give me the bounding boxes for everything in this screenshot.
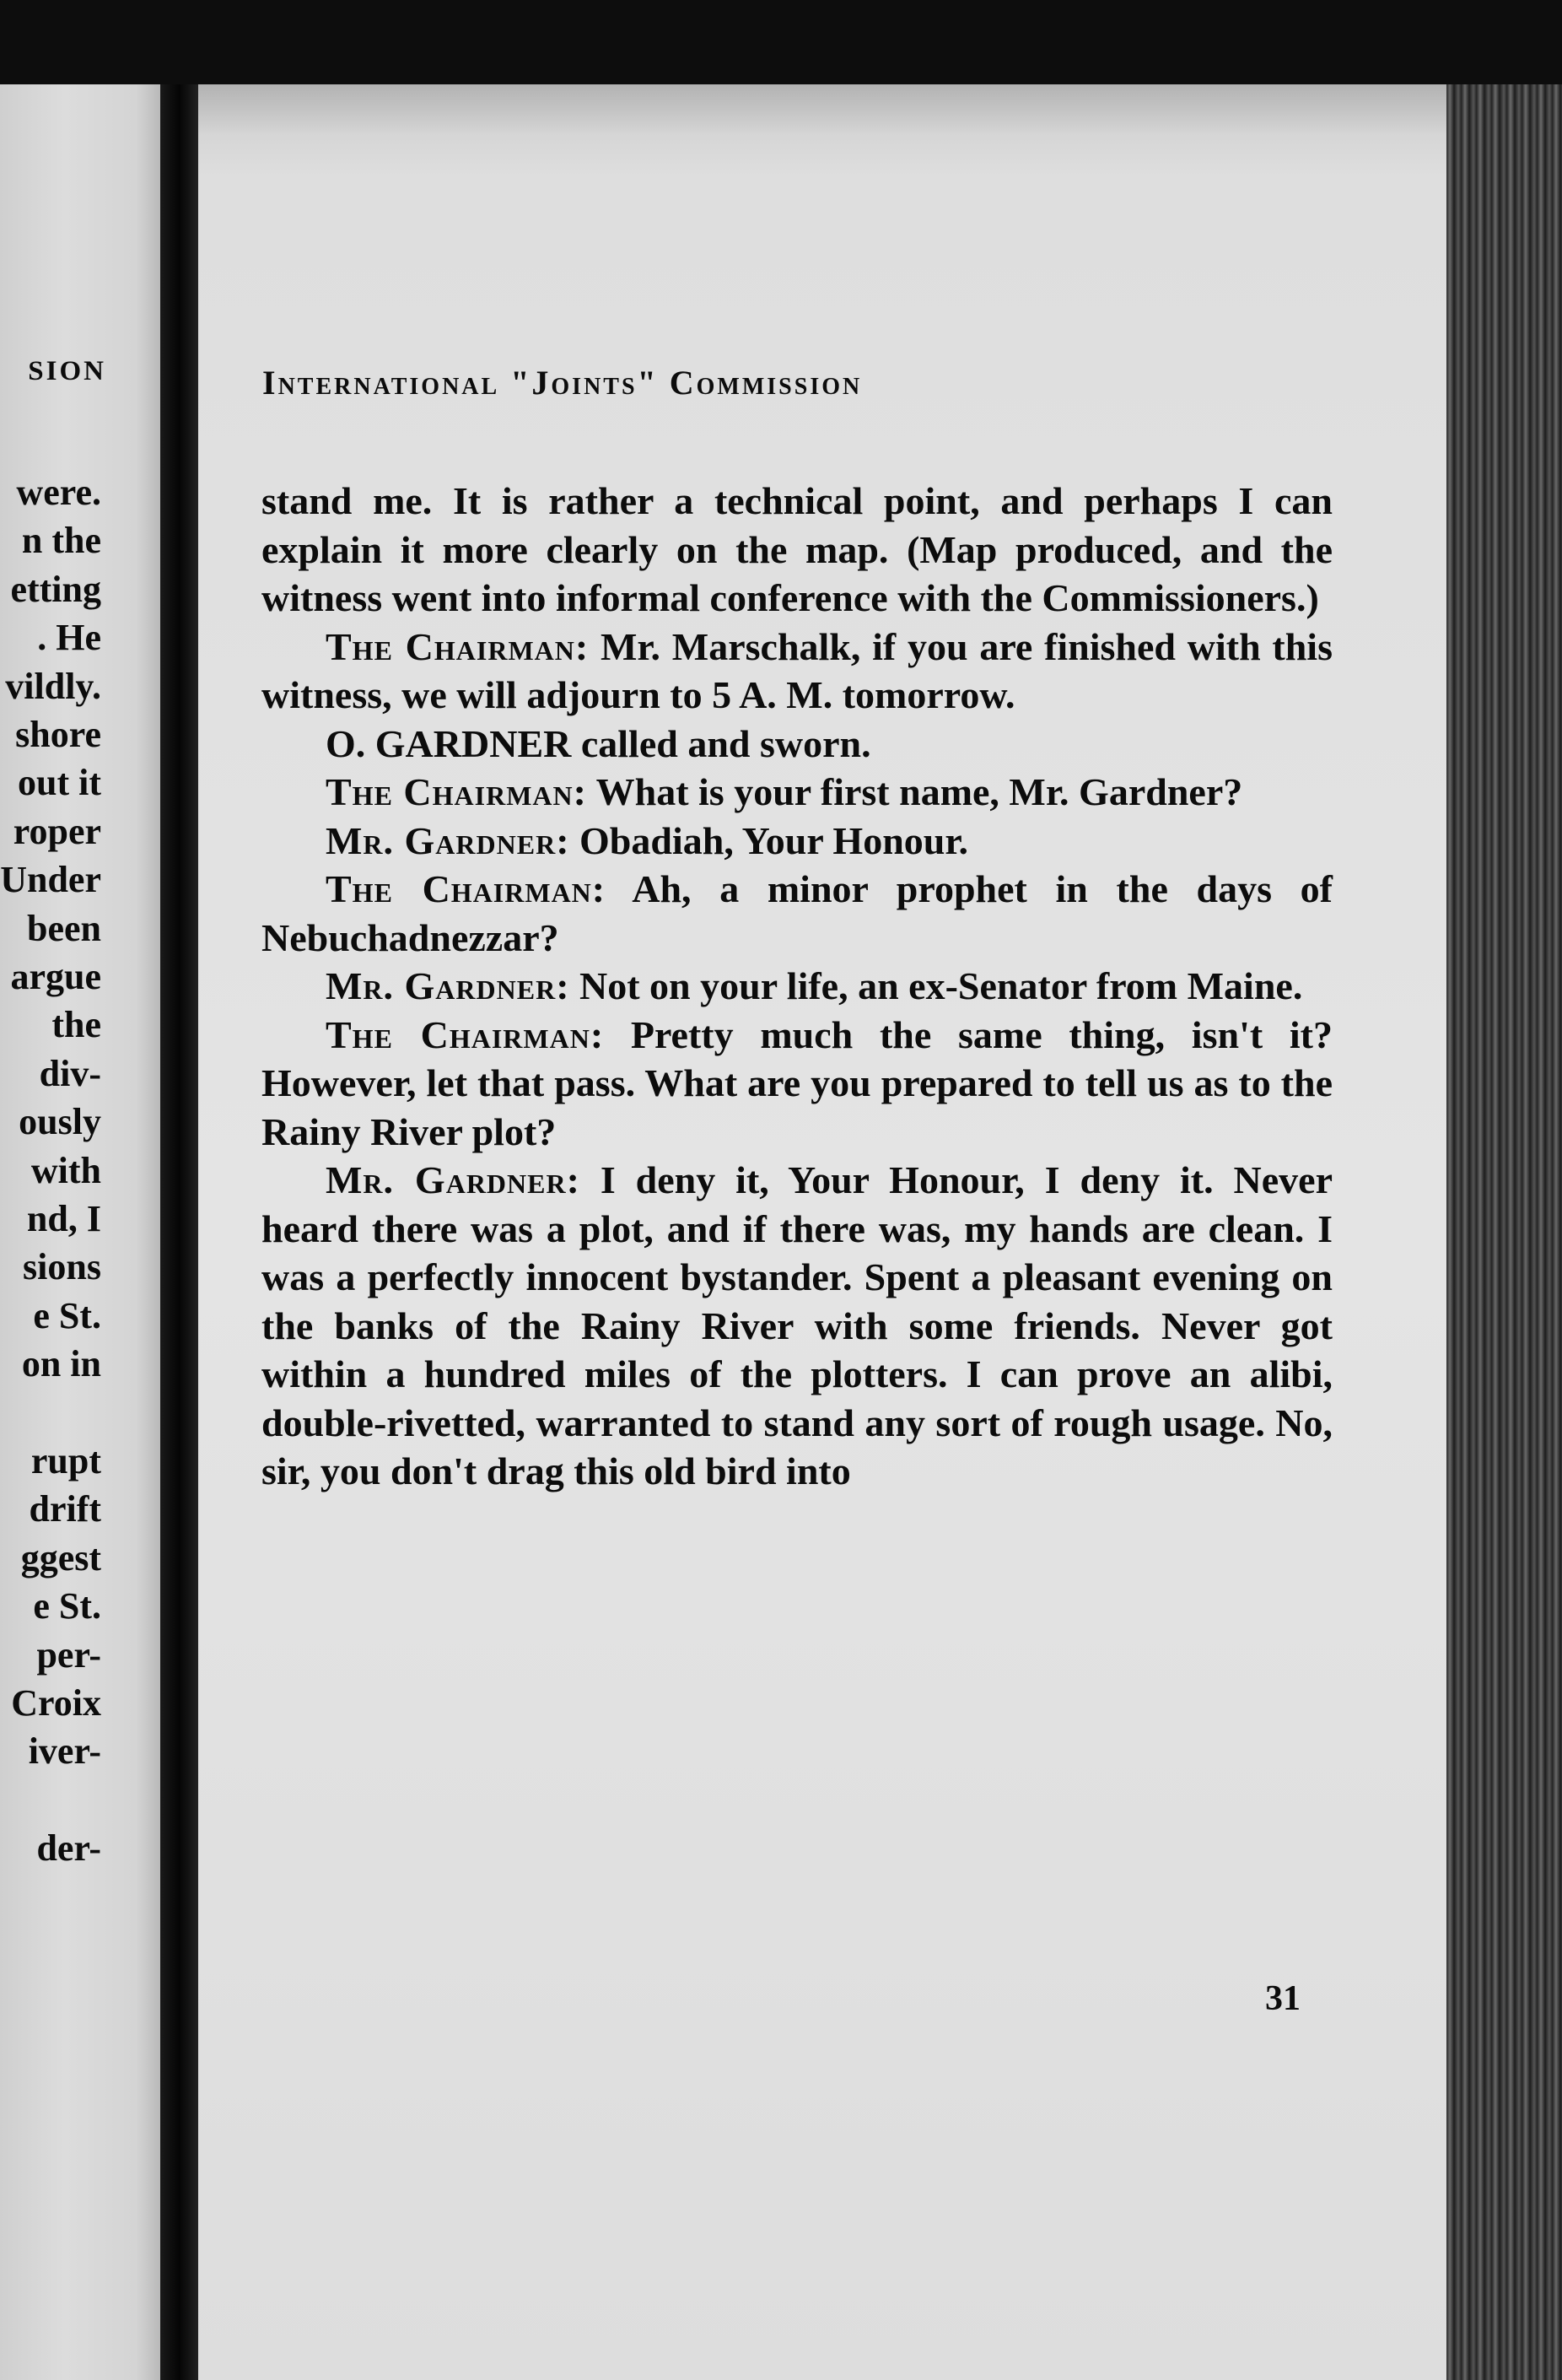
speaker-label: Mr. Gardner:: [326, 964, 570, 1007]
paragraph: [261, 1011, 1333, 1157]
paragraph: [261, 477, 1333, 623]
speaker-label: Mr. Gardner:: [326, 1158, 580, 1201]
paragraph: [261, 1156, 1333, 1496]
previous-page-line: were.: [16, 472, 101, 513]
paragraph: [261, 623, 1333, 720]
previous-page-line: rupt: [30, 1440, 101, 1481]
book-gutter: [160, 84, 198, 2380]
speaker-label: The Chairman:: [326, 770, 587, 813]
previous-page-header: SION: [28, 356, 106, 386]
paragraph: [261, 865, 1333, 962]
paragraph-text: O. GARDNER called and sworn.: [326, 721, 871, 765]
paragraph-text: Mr. Marschalk, if you are finished with this witness, we will adjourn to 5 A. M. tomorrow.: [261, 624, 1333, 716]
previous-page-line: n the: [21, 520, 101, 562]
paragraph-text: Obadiah, Your Honour.: [579, 818, 969, 862]
paragraph: [261, 720, 1333, 769]
previous-page-line: iver-: [28, 1730, 101, 1773]
paragraph-text: Pretty much the same thing, isn't it? However, let that pass. What are you prepared to tell us as to the Rainy River plot?: [261, 1012, 1333, 1153]
book-page: [198, 84, 1446, 2380]
previous-page-line: been: [27, 907, 101, 949]
previous-page-line: nd, I: [26, 1198, 101, 1239]
paragraph: [261, 962, 1333, 1011]
speaker-label: Mr. Gardner:: [326, 818, 570, 862]
previous-page-fragment: [0, 84, 160, 2380]
previous-page-line: ously: [19, 1101, 101, 1143]
previous-page-line: ggest: [20, 1536, 101, 1579]
previous-page-line: sions: [23, 1246, 101, 1288]
previous-page-line: roper: [13, 810, 101, 852]
previous-page-line: Under: [0, 859, 101, 901]
previous-page-line: div-: [39, 1052, 101, 1094]
previous-page-line: e St.: [33, 1585, 101, 1627]
speaker-label: The Chairman:: [326, 624, 590, 668]
previous-page-line: vildly.: [5, 665, 101, 707]
paragraph-text: Not on your life, an ex-Senator from Maine.: [579, 964, 1303, 1007]
paragraph-text: stand me. It is rather a technical point, and perhaps I can explain it more clearly on the map. (Map produced, and the witness went into informal conference with the Commissioners.): [261, 479, 1333, 619]
previous-page-line: drift: [29, 1488, 101, 1530]
previous-page-line: out it: [18, 762, 101, 804]
page-body: [261, 477, 1333, 1496]
previous-page-line: Croix: [11, 1682, 101, 1724]
previous-page-line: . He: [37, 617, 101, 659]
previous-page-line: with: [30, 1149, 101, 1191]
paragraph-text: I deny it, Your Honour, I deny it. Never heard there was a plot, and if there was, my hands are clean. I was a perfectly innocent bystander. Spent a pleasant evening on the banks of the Rainy River with some friends. Never got within a hundred miles of the plotters. I can prove an alibi, double-rivetted, warranted to stand any sort of rough usage. No, sir, you don't drag this old bird into: [261, 1158, 1333, 1492]
paragraph: [261, 768, 1333, 817]
paragraph: [261, 817, 1333, 866]
paragraph-text: What is your first name, Mr. Gardner?: [595, 770, 1243, 813]
speaker-label: The Chairman:: [326, 867, 606, 910]
previous-page-line: on in: [21, 1343, 101, 1385]
previous-page-line: e St.: [33, 1294, 101, 1336]
previous-page-line: etting: [10, 568, 101, 610]
page-shadow: [198, 84, 1446, 135]
speaker-label: The Chairman:: [326, 1012, 605, 1056]
previous-page-line: shore: [15, 714, 101, 755]
previous-page-line: der-: [36, 1827, 101, 1870]
previous-page-line: the: [51, 1004, 101, 1046]
page-number: 31: [1265, 1979, 1301, 2018]
previous-page-line: per-: [36, 1633, 101, 1676]
previous-page-line: argue: [10, 956, 101, 997]
running-header: International "Joints" Commission: [262, 364, 863, 402]
page-stack-edge: [1446, 84, 1562, 2380]
paragraph-text: Ah, a minor prophet in the days of Nebuchadnezzar?: [261, 867, 1333, 959]
